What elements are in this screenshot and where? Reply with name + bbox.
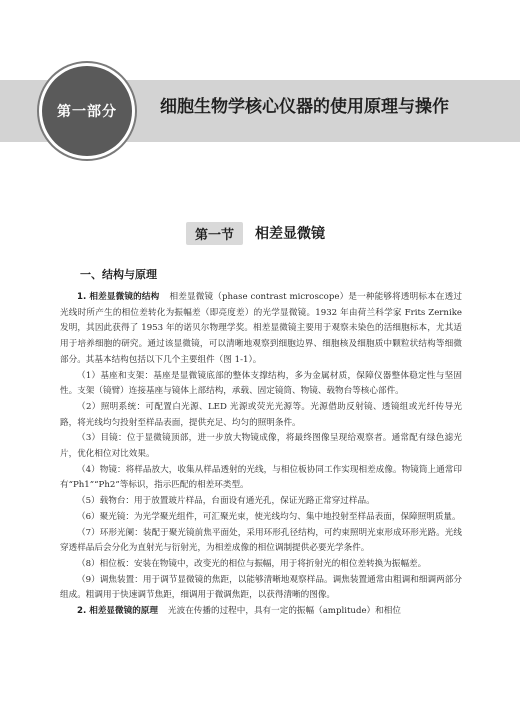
paragraph	[60, 510, 462, 526]
paragraph	[60, 290, 462, 369]
paragraph-lead: 2. 相差显微镜的原理	[77, 606, 158, 617]
paragraph	[60, 431, 462, 462]
part-label: 第一部分	[57, 104, 117, 120]
paragraph	[60, 573, 462, 604]
paragraph-text: （2）照明系统：可配置白光源、LED 光源或荧光光源等。光源借助反射镜、透镜组或光纤传导光路，将光线均匀投射至样品表面，提供充足、均匀的照明条件。	[60, 401, 462, 428]
paragraph-text: 相差显微镜（phase contrast microscope）是一种能够将透明标本在透过光线时所产生的相位差转化为振幅差（即亮度差）的光学显微镜。1932 年由荷兰科学家 Frits Zernike 发明，其因此获得了 1953 年的诺贝尔物理学奖。相差显微镜主要用于观察未染色的活细胞标本，尤其适用于培养细胞的研究。通过该显微镜，可以清晰地观察到细胞边界、细胞核及细胞质中颗粒状结构等细微部分。其基本结构包括以下几个主要组件（图 1-1）。	[60, 292, 462, 365]
body-text	[60, 290, 462, 620]
paragraph-text: （6）聚光镜：为光学聚光组件，可汇聚光束，使光线均匀、集中地投射至样品表面，保障照明质量。	[77, 511, 461, 522]
subsection-heading: 一、结构与原理	[80, 268, 157, 281]
paragraph	[60, 526, 462, 557]
paragraph	[60, 557, 462, 573]
paragraph-text: （7）环形光阑：装配于聚光镜前焦平面处，采用环形孔径结构，可约束照明光束形成环形光路。光线穿透样品后会分化为直射光与衍射光，为相差成像的相位调制提供必要光学条件。	[60, 527, 462, 554]
paragraph	[60, 604, 462, 620]
paragraph-text: （1）基座和支架：基座是显微镜底部的整体支撑结构，多为金属材质，保障仪器整体稳定性与坚固性。支架（镜臂）连接基座与镜体上部结构，承载、固定镜筒、物镜、载物台等核心部件。	[60, 370, 462, 397]
paragraph-text: （3）目镜：位于显微镜顶部，进一步放大物镜成像，将最终图像呈现给观察者。通常配有绿色滤光片，优化相位对比效果。	[60, 433, 462, 460]
section-title: 相差显微镜	[255, 226, 326, 242]
section-heading	[186, 222, 325, 244]
paragraph	[60, 369, 462, 400]
section-number: 第一节	[186, 222, 243, 245]
paragraph-lead: 1. 相差显微镜的结构	[77, 292, 160, 302]
paragraph-text: （8）相位板：安装在物镜中，改变光的相位与振幅，用于将折射光的相位差转换为振幅差。	[77, 558, 427, 569]
paragraph-text: （5）载物台：用于放置玻片样品，台面设有通光孔，保证光路正常穿过样品。	[77, 496, 375, 507]
paragraph-text: （9）调焦装置：用于调节显微镜的焦距，以能够清晰地观察样品。调焦装置通常由粗调和细调两部分组成。粗调用于快速调节焦距，细调用于微调焦距，以获得清晰的图像。	[60, 574, 462, 601]
paragraph-text: 光波在传播的过程中，具有一定的振幅（amplitude）和相位	[168, 606, 401, 617]
paragraph	[60, 494, 462, 510]
paragraph	[60, 463, 462, 494]
part-title: 细胞生物学核心仪器的使用原理与操作	[160, 97, 449, 117]
paragraph	[60, 400, 462, 431]
paragraph-text: （4）物镜：将样品放大，收集从样品透射的光线，与相位板协同工作实现相差成像。物镜筒上通常印有“Ph1”“Ph2”等标识，指示匹配的相差环类型。	[60, 464, 462, 491]
